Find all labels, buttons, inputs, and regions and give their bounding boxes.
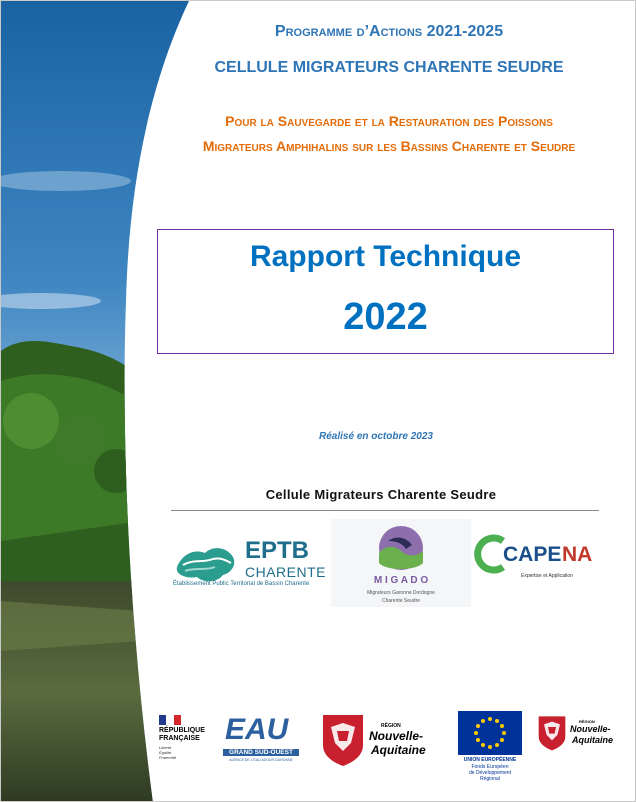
eptb-map-icon [173,539,243,587]
ue-line-4: Régional [480,776,500,782]
subtitle-line-1: Pour la Sauvegarde et la Restauration des Poissons [225,113,553,129]
marianne-flag-icon [159,715,181,725]
region2-line-1: Nouvelle- [570,724,611,734]
agence-eau-logo [223,713,301,765]
region-shield-icon [321,713,365,767]
region-line-1: Nouvelle- [369,729,424,743]
title-box [157,229,614,354]
eu-flag-icon [458,711,522,755]
ue-line-1: UNION EUROPÉENNE [463,757,517,763]
capena-text-1: CAPE [503,543,562,566]
eptb-charente-logo [173,531,327,591]
republique-francaise-logo [159,715,219,767]
eau-line-1: GRAND SUD-OUEST [223,749,299,756]
ue-line-3: de Développement [469,770,511,776]
rf-motto-2: Égalité [159,750,172,755]
realise-date: Réalisé en octobre 2023 [319,431,433,442]
region-line-2: Aquitaine [371,743,426,757]
cellule-heading: CELLULE MIGRATEURS CHARENTE SEUDRE [214,59,564,76]
migado-fish-icon [376,523,426,573]
partners-heading: Cellule Migrateurs Charente Seudre [265,487,497,502]
region-small: RÉGION [381,723,401,729]
report-title: Rapport Technique [249,240,522,273]
capena-text-2: NA [562,543,593,566]
rf-motto-1: Liberté [159,745,172,750]
migado-logo [331,519,471,607]
eptb-name: EPTB [245,537,310,564]
report-year: 2022 [343,296,428,338]
union-europeenne-logo [456,711,526,785]
migado-caption-1: Migrateurs Garonne Dordogne [367,590,435,596]
eau-line-2: AGENCE DE L'EAU ADOUR-GARONNE [229,758,293,762]
partners-divider [171,510,599,511]
rf-line-2: FRANÇAISE [159,735,200,742]
region2-line-2: Aquitaine [572,735,614,745]
capena-caption: Expertise et Application [521,573,573,579]
region-shield-small-icon [537,715,567,751]
region-nouvelle-aquitaine-logo [321,713,441,769]
region-nouvelle-aquitaine-logo-small [537,715,627,753]
migado-caption-2: Charente Seudre [381,598,421,604]
eptb-caption: Établissement Public Territorial de Bassin Charente [173,581,310,587]
migado-name: M I G A D O [373,575,429,586]
region2-small: RÉGION [579,719,595,724]
rf-line-1: RÉPUBLIQUE [159,727,205,734]
subtitle-line-2: Migrateurs Amphihalins sur les Bassins Charente et Seudre [202,138,576,154]
eptb-sub: CHARENTE [245,564,327,580]
capena-logo [473,533,608,587]
programme-heading: Programme d’Actions 2021-2025 [274,23,504,40]
ue-line-2: Fonds Européen [471,764,509,770]
eau-name: EAU [225,713,289,746]
rf-motto-3: Fraternité [159,755,177,760]
